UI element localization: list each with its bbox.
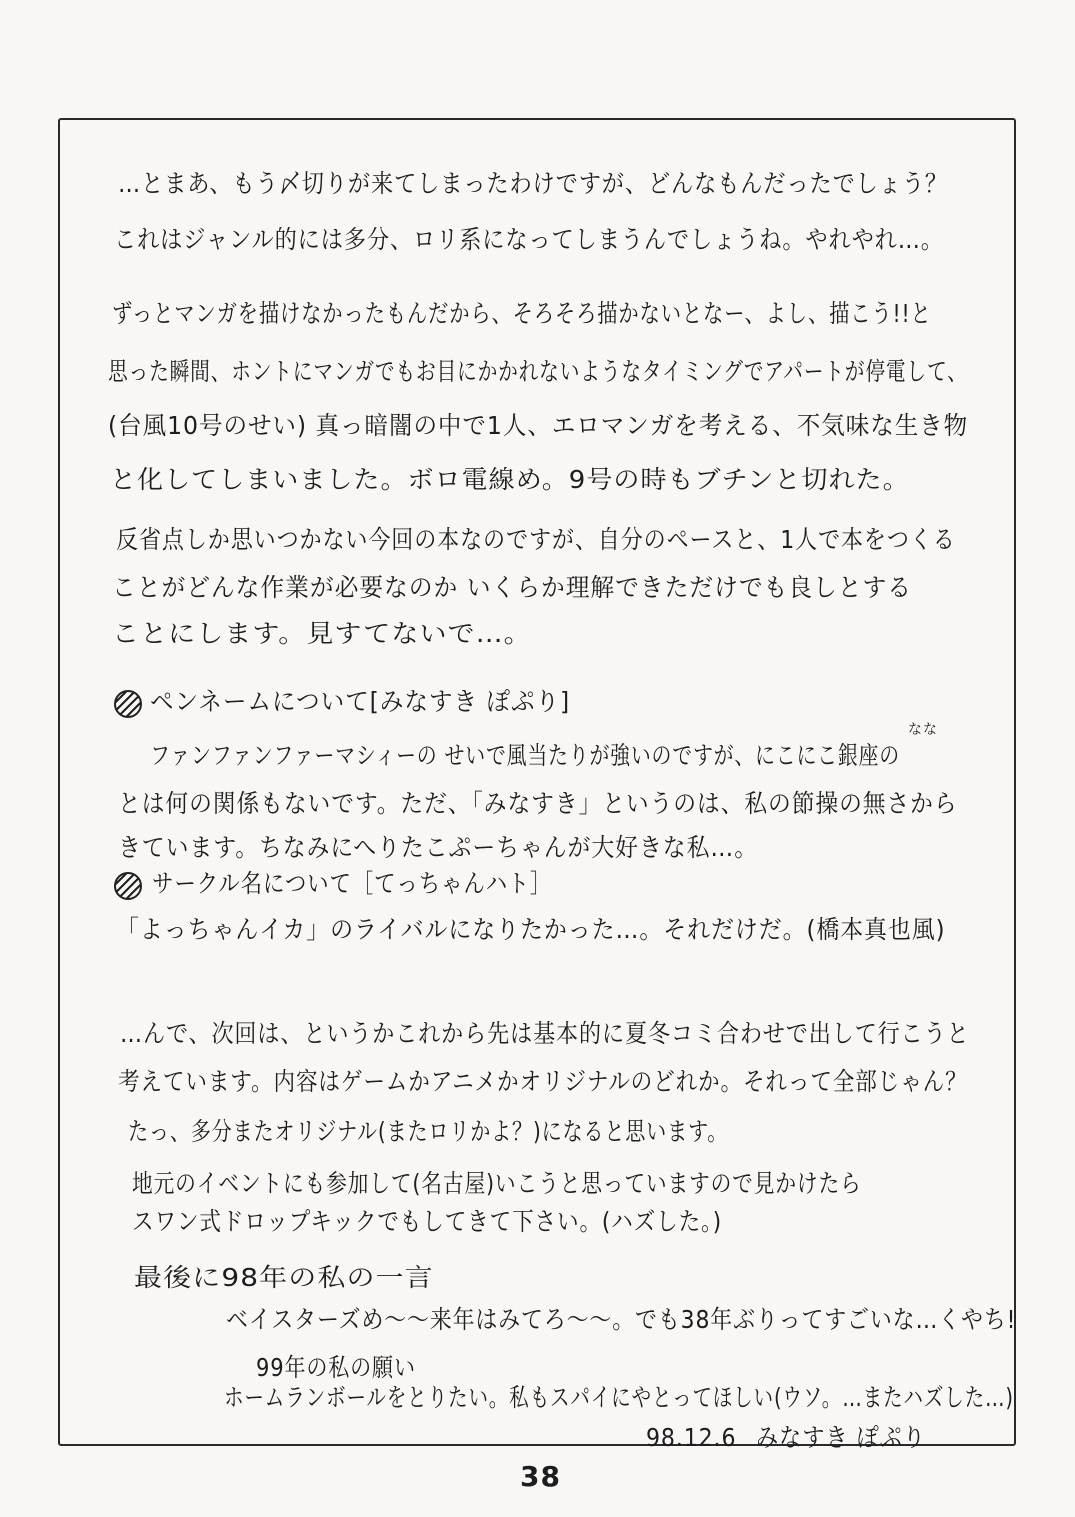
story-line-3: (台風10号のせい) 真っ暗闇の中で1人、エロマンガを考える、不気味な生き物 <box>108 411 969 440</box>
intro-line-2: これはジャンル的には多分、ロリ系になってしまうんでしょうね。やれやれ…。 <box>114 225 944 254</box>
plans-line-1: …んで、次回は、というかこれから先は基本的に夏冬コミ合わせで出して行こうと <box>120 1019 970 1048</box>
hatched-bullet-icon <box>114 872 142 900</box>
closing-subheading: 99年の私の願い <box>256 1353 416 1382</box>
hatched-bullet-icon <box>114 690 142 718</box>
closing-heading: 最後に98年の私の一言 <box>134 1263 434 1292</box>
penname-heading: ペンネームについて[みなすき ぽぷり] <box>150 687 571 716</box>
reflection-line-3: ことにします。見すてないで…。 <box>112 619 532 648</box>
story-line-4: と化してしまいました。ボロ電線め。9号の時もブチンと切れた。 <box>110 465 910 494</box>
circle-heading: サークル名について［てっちゃんハト］ <box>152 869 553 898</box>
signature-name: みなすき ぽぷり <box>756 1423 926 1452</box>
story-line-1: ずっとマンガを描けなかったもんだから、そろそろ描かないとなー、よし、描こう!!と <box>112 299 932 328</box>
penname-line-3: きています。ちなみにへりたこぷーちゃんが大好きな私…。 <box>118 833 759 862</box>
page-number: 38 <box>520 1460 561 1493</box>
reflection-line-2: ことがどんな作業が必要なのか いくらか理解できただけでも良しとする <box>112 573 912 602</box>
reflection-line-1: 反省点しか思いつかない今回の本なのですが、自分のペースと、1人で本をつくる <box>116 525 956 554</box>
closing-line-1: ベイスターズめ〜〜来年はみてろ〜〜。でも38年ぶりってすごいな…くやち! <box>226 1305 1017 1334</box>
signature-date: 98.12.6 <box>646 1423 737 1452</box>
circle-line-1: 「よっちゃんイカ」のライバルになりたかった…。それだけだ。(橋本真也風) <box>116 915 946 944</box>
penname-line-1: ファンファンファーマシィーの せいで風当たりが強いのですが、にこにこ銀座の <box>150 741 900 770</box>
intro-line-1: …とまあ、もう〆切りが来てしまったわけですが、どんなもんだったでしょう？ <box>118 169 949 198</box>
closing-line-2: ホームランボールをとりたい。私もスパイにやとってほしい(ウソ。…またハズした…) <box>224 1383 1014 1412</box>
plans-line-4: 地元のイベントにも参加して(名古屋)いこうと思っていますので見かけたら <box>132 1169 862 1198</box>
plans-line-3: たっ、多分またオリジナル(またロリかよ？)になると思います。 <box>128 1117 729 1146</box>
ruby-text: なな <box>908 722 938 738</box>
plans-line-2: 考えています。内容はゲームかアニメかオリジナルのどれか。それって全部じゃん？ <box>118 1067 968 1096</box>
plans-line-5: スワン式ドロップキックでもしてきて下さい。(ハズした。) <box>132 1207 723 1236</box>
penname-line-2: とは何の関係もないです。ただ、「みなすき」というのは、私の節操の無さから <box>118 789 958 818</box>
story-line-2: 思った瞬間、ホントにマンガでもお目にかかれないようなタイミングでアパートが停電して、 <box>108 357 968 386</box>
